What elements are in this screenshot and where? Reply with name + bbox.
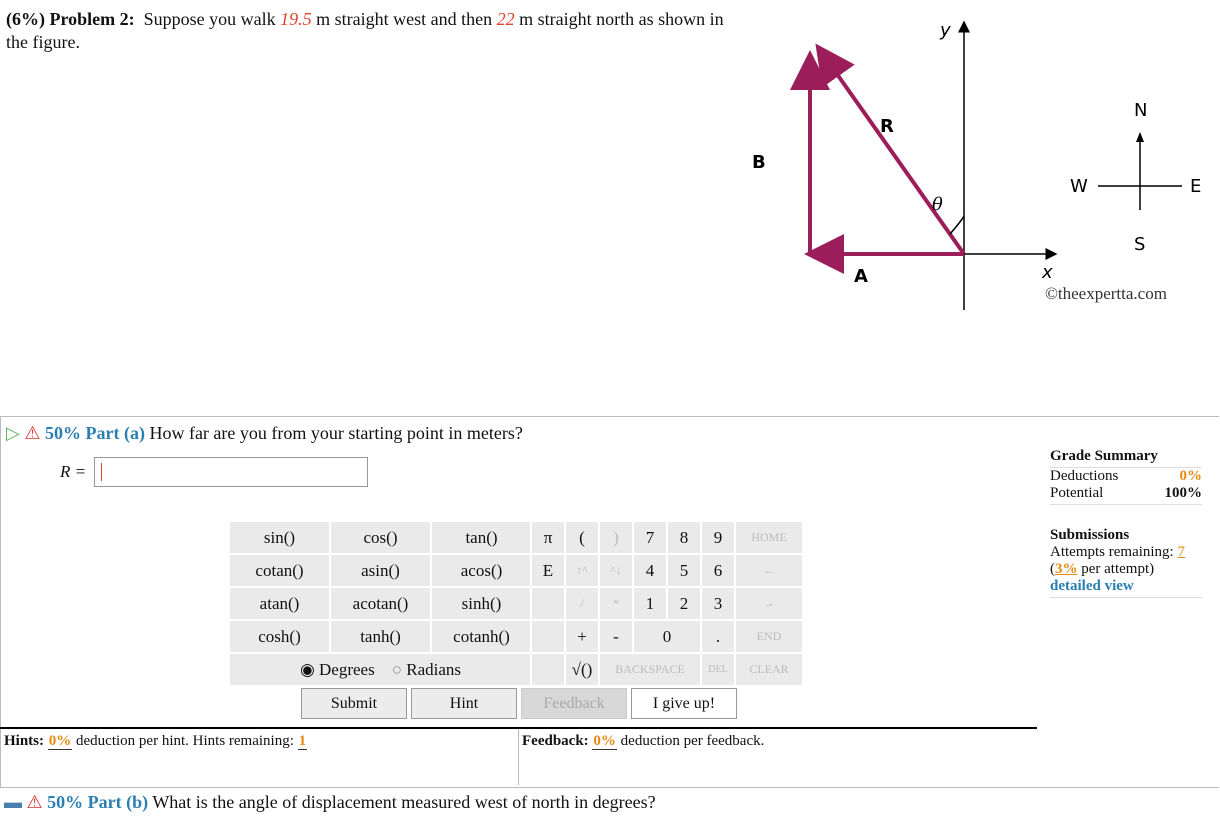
compass-E: E bbox=[1190, 176, 1202, 197]
numeric-keypad bbox=[530, 520, 804, 687]
key-blank bbox=[531, 587, 565, 620]
compass-arrow-icon bbox=[1136, 132, 1144, 142]
warning-icon: ⚠ bbox=[26, 792, 43, 812]
key-blank bbox=[531, 620, 565, 653]
part-b-title bbox=[4, 792, 656, 813]
theta-arc bbox=[950, 216, 964, 234]
key-rparen[interactable]: ) bbox=[599, 521, 633, 554]
compass-S: S bbox=[1134, 234, 1146, 255]
key-star[interactable]: * bbox=[599, 587, 633, 620]
function-keypad bbox=[228, 520, 533, 687]
key-end[interactable]: END bbox=[735, 620, 803, 653]
feedback-button[interactable]: Feedback bbox=[521, 688, 627, 719]
compass-N: N bbox=[1134, 100, 1148, 121]
key-e[interactable]: E bbox=[531, 554, 565, 587]
key-sqrt[interactable]: √() bbox=[565, 653, 599, 686]
key-7[interactable]: 7 bbox=[633, 521, 667, 554]
radians-radio[interactable]: ○ bbox=[391, 659, 403, 679]
give-up-button[interactable]: I give up! bbox=[631, 688, 737, 719]
key-cos[interactable]: cos() bbox=[330, 521, 431, 554]
key-2[interactable]: 2 bbox=[667, 587, 701, 620]
key-del[interactable]: DEL bbox=[701, 653, 735, 686]
part-b-question: What is the angle of displacement measured west of north in degrees? bbox=[152, 792, 656, 812]
warning-icon: ⚠ bbox=[24, 423, 41, 443]
theta-label: θ bbox=[932, 194, 943, 215]
part-a-title bbox=[6, 423, 523, 444]
deductions-row bbox=[1050, 468, 1202, 485]
key-cotan[interactable]: cotan() bbox=[229, 554, 330, 587]
key-down[interactable]: ^↓ bbox=[599, 554, 633, 587]
potential-label: Potential bbox=[1050, 485, 1104, 501]
key-cotanh[interactable]: cotanh() bbox=[431, 620, 532, 653]
key-acotan[interactable]: acotan() bbox=[330, 587, 431, 620]
feedback-text: deduction per feedback. bbox=[620, 733, 765, 749]
problem-weight: (6%) bbox=[6, 9, 45, 29]
vector-figure bbox=[740, 10, 1220, 310]
key-atan[interactable]: atan() bbox=[229, 587, 330, 620]
key-right[interactable]: → bbox=[735, 587, 803, 620]
problem-label: Problem 2: bbox=[49, 9, 135, 29]
key-lparen[interactable]: ( bbox=[565, 521, 599, 554]
key-plus[interactable]: + bbox=[565, 620, 599, 653]
copyright: ©theexpertta.com bbox=[1045, 284, 1167, 303]
angle-mode bbox=[229, 653, 532, 686]
expand-arrow-icon[interactable]: ▷ bbox=[6, 423, 20, 443]
hint-button[interactable]: Hint bbox=[411, 688, 517, 719]
part-a-percent: 50% Part (a) bbox=[44, 423, 145, 443]
key-acos[interactable]: acos() bbox=[431, 554, 532, 587]
north-value: 22 bbox=[496, 9, 515, 29]
grade-summary bbox=[1050, 448, 1202, 598]
key-tanh[interactable]: tanh() bbox=[330, 620, 431, 653]
key-cosh[interactable]: cosh() bbox=[229, 620, 330, 653]
key-6[interactable]: 6 bbox=[701, 554, 735, 587]
key-up[interactable]: ↑^ bbox=[565, 554, 599, 587]
attempts-label: Attempts remaining: bbox=[1050, 544, 1174, 560]
key-slash[interactable]: / bbox=[565, 587, 599, 620]
deductions-label: Deductions bbox=[1050, 468, 1119, 484]
potential-row bbox=[1050, 485, 1202, 505]
key-asin[interactable]: asin() bbox=[330, 554, 431, 587]
hints-label: Hints: bbox=[4, 733, 45, 749]
R-label: R bbox=[880, 116, 894, 137]
key-backspace[interactable]: BACKSPACE bbox=[599, 653, 701, 686]
hints-text: deduction per hint. Hints remaining: bbox=[76, 733, 294, 749]
key-4[interactable]: 4 bbox=[633, 554, 667, 587]
divider bbox=[518, 729, 519, 785]
x-label: x bbox=[1042, 262, 1053, 283]
vector-R bbox=[820, 50, 964, 254]
deductions-value: 0% bbox=[1179, 468, 1202, 484]
answer-input[interactable] bbox=[94, 457, 368, 487]
degrees-label: Degrees bbox=[319, 659, 375, 679]
text-caret bbox=[101, 463, 102, 481]
B-label: B bbox=[752, 152, 766, 173]
feedback-info bbox=[522, 733, 764, 750]
problem-text: m straight north as shown in the figure. bbox=[6, 9, 724, 52]
problem-text: Suppose you walk bbox=[143, 9, 276, 29]
key-8[interactable]: 8 bbox=[667, 521, 701, 554]
key-9[interactable]: 9 bbox=[701, 521, 735, 554]
per-attempt-value: 3% bbox=[1055, 561, 1078, 577]
per-attempt-label: per attempt) bbox=[1081, 561, 1155, 577]
key-1[interactable]: 1 bbox=[633, 587, 667, 620]
feedback-deduction: 0% bbox=[593, 733, 616, 749]
key-dot[interactable]: . bbox=[701, 620, 735, 653]
y-label: y bbox=[940, 20, 951, 41]
radians-label: Radians bbox=[406, 659, 462, 679]
submissions-title: Submissions bbox=[1050, 527, 1130, 543]
key-sin[interactable]: sin() bbox=[229, 521, 330, 554]
key-minus[interactable]: - bbox=[599, 620, 633, 653]
key-5[interactable]: 5 bbox=[667, 554, 701, 587]
detailed-view-link[interactable]: detailed view bbox=[1050, 578, 1202, 598]
feedback-label: Feedback: bbox=[522, 733, 589, 749]
part-b-percent: 50% Part (b) bbox=[47, 792, 149, 812]
A-label: A bbox=[854, 266, 868, 287]
part-a-question: How far are you from your starting point in meters? bbox=[149, 423, 523, 443]
key-pi[interactable]: π bbox=[531, 521, 565, 554]
key-blank bbox=[531, 653, 565, 686]
hints-info bbox=[4, 733, 307, 750]
collapse-icon[interactable]: ▬ bbox=[4, 792, 22, 812]
attempts-row bbox=[1050, 544, 1202, 561]
key-3[interactable]: 3 bbox=[701, 587, 735, 620]
key-0[interactable]: 0 bbox=[633, 620, 701, 653]
compass-W: W bbox=[1070, 176, 1088, 197]
hints-remaining: 1 bbox=[298, 733, 307, 749]
key-clear[interactable]: CLEAR bbox=[735, 653, 803, 686]
submit-button[interactable]: Submit bbox=[301, 688, 407, 719]
key-sinh[interactable]: sinh() bbox=[431, 587, 532, 620]
answer-variable-label: R = bbox=[60, 462, 87, 481]
key-tan[interactable]: tan() bbox=[431, 521, 532, 554]
degrees-radio[interactable]: ◉ bbox=[299, 659, 315, 679]
potential-value: 100% bbox=[1164, 485, 1202, 501]
grade-title: Grade Summary bbox=[1050, 448, 1202, 468]
problem-text: m straight west and then bbox=[316, 9, 493, 29]
hints-deduction: 0% bbox=[48, 733, 72, 749]
key-home[interactable]: HOME bbox=[735, 521, 803, 554]
west-value: 19.5 bbox=[280, 9, 312, 29]
per-attempt-row: (3% per attempt) bbox=[1050, 561, 1155, 577]
problem-statement bbox=[6, 8, 746, 54]
attempts-value: 7 bbox=[1177, 544, 1185, 560]
key-left[interactable]: ← bbox=[735, 554, 803, 587]
